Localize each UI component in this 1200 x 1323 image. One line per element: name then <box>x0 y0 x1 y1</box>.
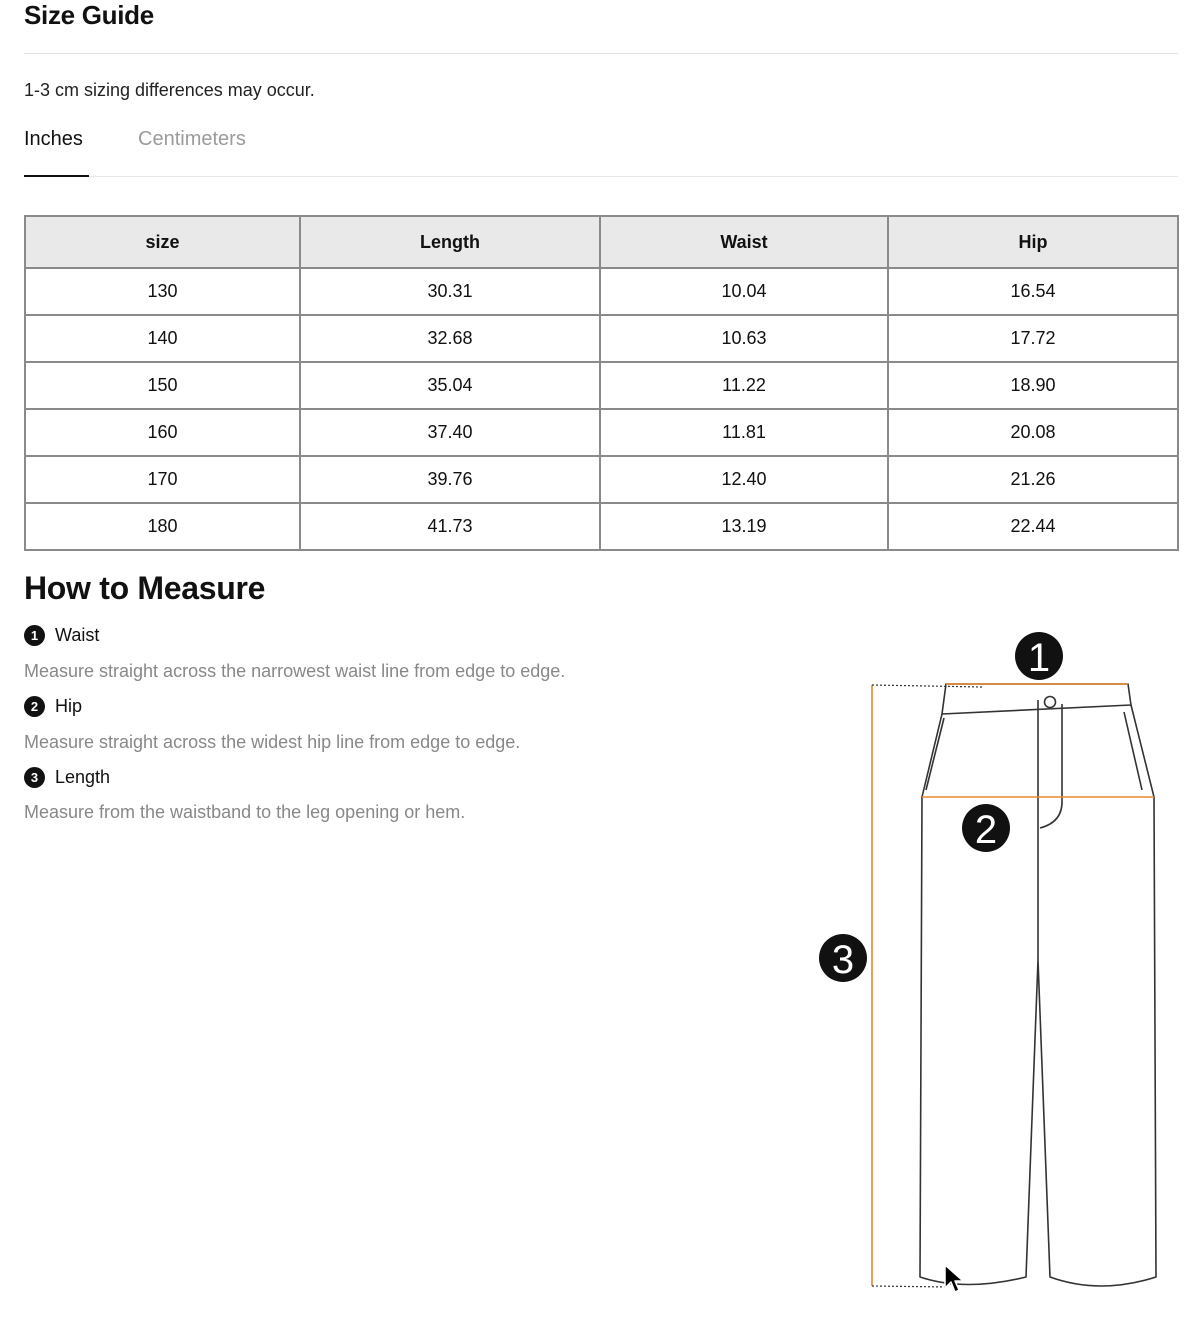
column-header-size: size <box>25 216 300 268</box>
step-label: Hip <box>55 696 83 716</box>
pants-outline <box>920 684 1156 1286</box>
table-cell: 30.31 <box>300 268 600 315</box>
pants-measurement-diagram <box>800 620 1180 1310</box>
table-row <box>25 315 1178 362</box>
unit-tabs <box>24 128 1178 177</box>
table-header-row <box>25 216 1178 268</box>
marker-3 <box>819 934 867 982</box>
table-row <box>25 268 1178 315</box>
table-cell: 32.68 <box>300 315 600 362</box>
table-cell: 11.81 <box>600 409 888 456</box>
table-cell: 160 <box>25 409 300 456</box>
measurement-lines <box>872 684 1154 1287</box>
table-cell: 37.40 <box>300 409 600 456</box>
table-row <box>25 362 1178 409</box>
table-cell: 12.40 <box>600 456 888 503</box>
table-cell: 11.22 <box>600 362 888 409</box>
table-cell: 22.44 <box>888 503 1178 550</box>
svg-text:1: 1 <box>1027 636 1051 680</box>
step-number-badge: 2 <box>24 696 45 717</box>
table-row <box>25 503 1178 550</box>
column-header-hip: Hip <box>888 216 1178 268</box>
table-cell: 10.04 <box>600 268 888 315</box>
table-cell: 16.54 <box>888 268 1178 315</box>
step-hip <box>24 696 82 717</box>
svg-text:3: 3 <box>831 938 855 982</box>
step-number-badge: 1 <box>24 625 45 646</box>
column-header-length: Length <box>300 216 600 268</box>
how-to-measure-title: How to Measure <box>24 570 266 606</box>
step-description: Measure from the waistband to the leg opening or hem. <box>24 802 466 822</box>
table-cell: 41.73 <box>300 503 600 550</box>
table-cell: 140 <box>25 315 300 362</box>
marker-2 <box>962 804 1010 852</box>
table-cell: 39.76 <box>300 456 600 503</box>
table-cell: 130 <box>25 268 300 315</box>
table-cell: 18.90 <box>888 362 1178 409</box>
marker-1 <box>1015 632 1063 680</box>
table-cell: 17.72 <box>888 315 1178 362</box>
table-cell: 180 <box>25 503 300 550</box>
table-cell: 13.19 <box>600 503 888 550</box>
header-divider <box>24 53 1178 54</box>
column-header-waist: Waist <box>600 216 888 268</box>
sizing-note: 1-3 cm sizing differences may occur. <box>24 80 315 100</box>
tab-inches[interactable]: Inches <box>24 128 89 177</box>
size-table <box>24 215 1179 551</box>
table-cell: 10.63 <box>600 315 888 362</box>
table-row <box>25 409 1178 456</box>
step-description: Measure straight across the widest hip line from edge to edge. <box>24 732 521 752</box>
step-description: Measure straight across the narrowest waist line from edge to edge. <box>24 661 566 681</box>
mouse-cursor-icon <box>944 1264 964 1296</box>
svg-text:2: 2 <box>974 808 998 852</box>
tab-centimeters[interactable]: Centimeters <box>138 128 246 150</box>
page-title: Size Guide <box>24 0 154 30</box>
table-cell: 150 <box>25 362 300 409</box>
table-cell: 35.04 <box>300 362 600 409</box>
table-cell: 170 <box>25 456 300 503</box>
step-number-badge: 3 <box>24 767 45 788</box>
table-cell: 20.08 <box>888 409 1178 456</box>
table-row <box>25 456 1178 503</box>
step-label: Length <box>55 767 111 787</box>
step-length <box>24 767 110 788</box>
step-waist <box>24 625 99 646</box>
table-cell: 21.26 <box>888 456 1178 503</box>
step-label: Waist <box>55 625 100 645</box>
